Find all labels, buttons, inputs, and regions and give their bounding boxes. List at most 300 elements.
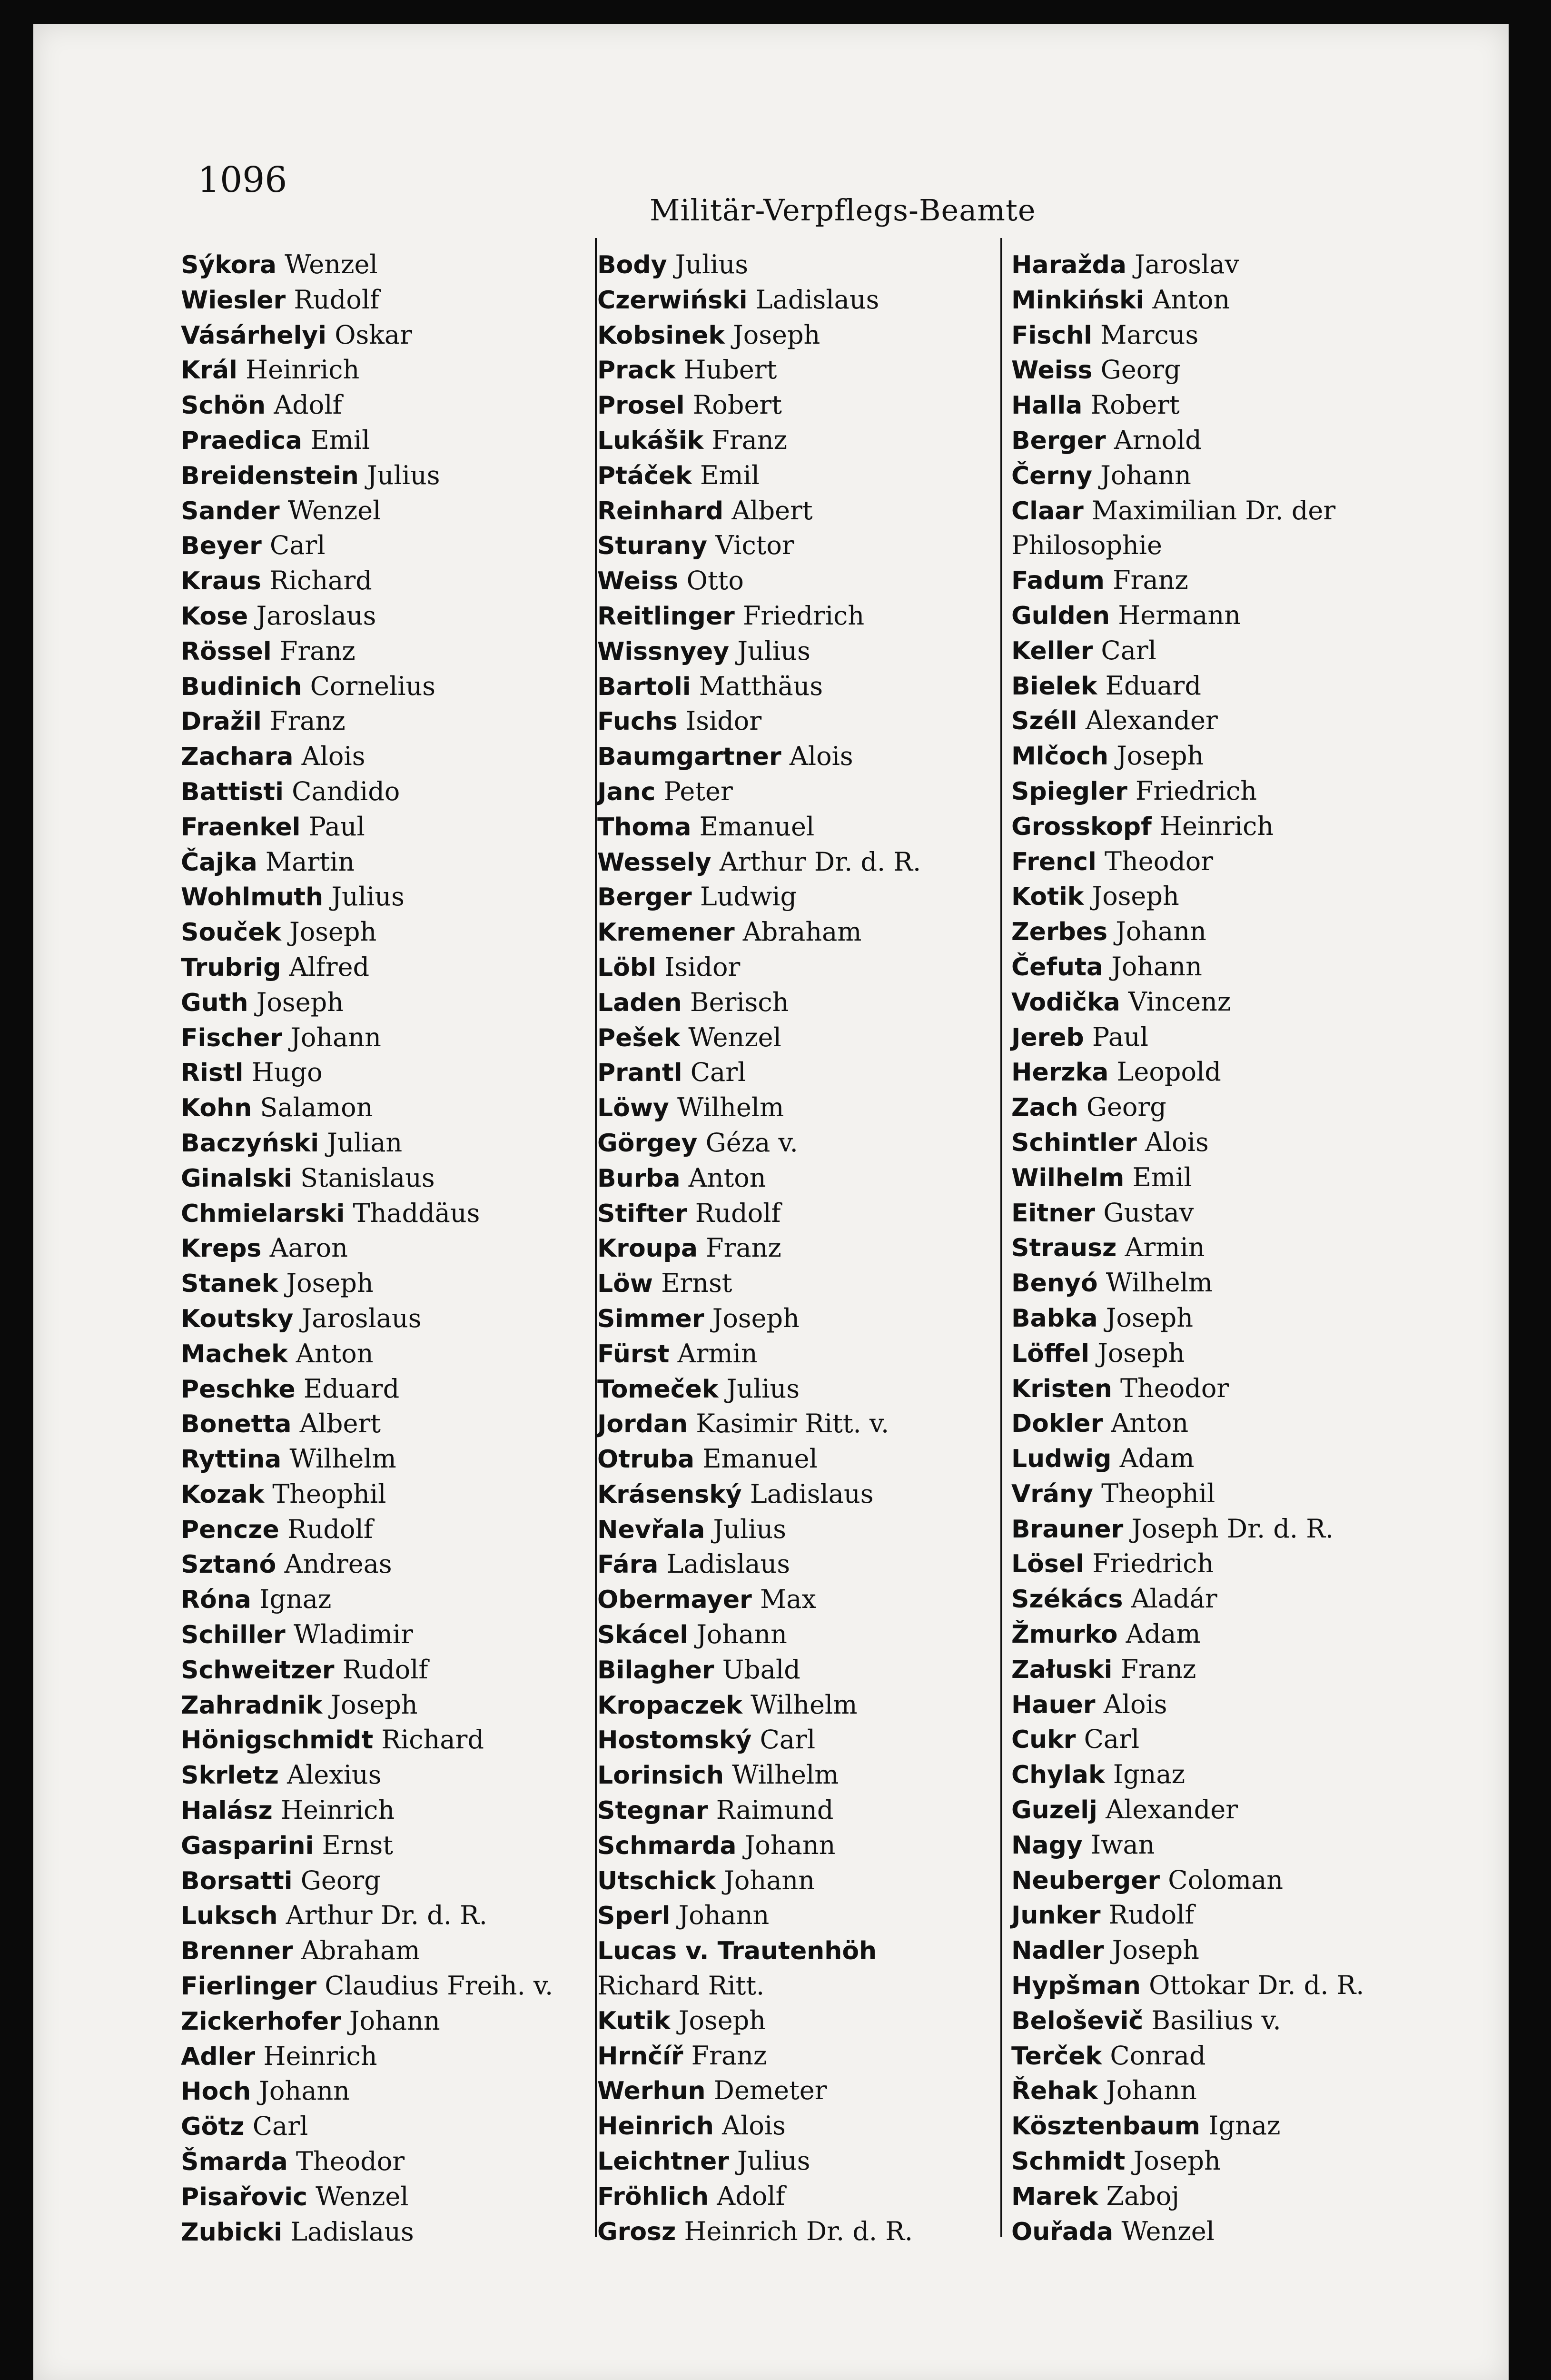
surname: Kropaczek (597, 1691, 742, 1720)
list-item (1011, 1196, 1392, 1231)
name-column-3 (1011, 248, 1392, 2249)
surname: Brenner (181, 1937, 293, 1966)
list-item (1011, 1828, 1392, 1863)
given-name: Martin (265, 846, 355, 877)
given-name: Joseph (286, 1268, 374, 1299)
given-name: Friedrich (1092, 1548, 1214, 1579)
given-name: Richard (269, 565, 372, 596)
given-name: Wenzel (688, 1022, 781, 1052)
surname: Kösztenbaum (1011, 2112, 1200, 2141)
given-name: Rudolf (1108, 1900, 1195, 1930)
surname: Sýkora (181, 251, 277, 279)
list-item (181, 1723, 562, 1758)
surname: Dokler (1011, 1409, 1103, 1438)
list-item (181, 2180, 562, 2215)
given-name: Robert (692, 390, 782, 420)
given-name: Ernst (322, 1830, 393, 1860)
given-name: Raimund (716, 1795, 834, 1825)
list-item (181, 2109, 562, 2144)
list-item (597, 1091, 978, 1126)
given-name: Stanislaus (300, 1162, 435, 1193)
name-column-1 (181, 248, 562, 2250)
list-item (181, 248, 562, 283)
given-name: Adolf (274, 390, 342, 420)
list-item (181, 388, 562, 423)
list-item (597, 1161, 978, 1196)
surname: Vrány (1011, 1479, 1093, 1508)
surname: Machek (181, 1339, 288, 1368)
given-name: Johann (1111, 951, 1202, 982)
given-name: Heinrich Dr. d. R. (684, 2216, 913, 2246)
list-item (181, 1126, 562, 1161)
list-item (181, 774, 562, 810)
given-name: Anton (688, 1162, 766, 1193)
list-item (181, 423, 562, 458)
given-name: Alexander (1085, 705, 1218, 736)
given-name: Ladislaus (750, 1478, 874, 1509)
surname: Beloševič (1011, 2006, 1144, 2035)
list-item (1011, 704, 1392, 739)
list-item (597, 1547, 978, 1582)
given-name: Wladimir (293, 1619, 413, 1650)
given-name: Ottokar Dr. d. R. (1149, 1970, 1364, 2001)
given-name: Adolf (717, 2181, 785, 2211)
given-name: Joseph (1092, 881, 1179, 912)
surname: Strausz (1011, 1234, 1117, 1263)
list-item (597, 1126, 978, 1161)
surname: Trubrig (181, 953, 281, 982)
list-item (181, 2144, 562, 2180)
surname: Ptáček (597, 461, 692, 490)
given-name: Candido (292, 776, 400, 806)
surname: Adler (181, 2042, 256, 2071)
list-item (181, 739, 562, 774)
given-name: Johann (290, 1022, 381, 1052)
surname: Luksch (181, 1902, 278, 1931)
surname: Thoma (597, 813, 692, 842)
given-name: Carl (760, 1725, 816, 1755)
surname: Kristen (1011, 1374, 1112, 1403)
list-item (1011, 1125, 1392, 1160)
surname: Götz (181, 2112, 245, 2142)
list-item (597, 2144, 978, 2179)
list-item (597, 2109, 978, 2144)
given-name: Oskar (335, 319, 412, 350)
given-name: Hermann (1118, 600, 1241, 630)
name-column-2 (597, 248, 978, 2249)
given-name: Theophil (1101, 1478, 1215, 1508)
given-name: Wenzel (287, 495, 381, 526)
given-name: Adam (1126, 1619, 1201, 1649)
given-name: Emil (1132, 1162, 1192, 1192)
surname: Załuski (1011, 1655, 1113, 1684)
surname: Brauner (1011, 1515, 1124, 1544)
given-name: Johann (259, 2076, 350, 2106)
given-name: Matthäus (699, 671, 823, 701)
surname: Vásárhelyi (181, 321, 327, 350)
surname: Frencl (1011, 847, 1097, 876)
list-item (597, 1934, 978, 2003)
list-item (597, 704, 978, 739)
surname: Simmer (597, 1304, 704, 1333)
given-name: Julius (737, 635, 810, 666)
surname: Kreps (181, 1234, 262, 1263)
list-item (597, 1793, 978, 1828)
given-name: Julius (713, 1514, 786, 1544)
list-item (1011, 1301, 1392, 1336)
given-name: Thaddäus (353, 1198, 480, 1228)
given-name: Leopold (1116, 1057, 1221, 1087)
given-name: Theophil (272, 1478, 386, 1509)
given-name: Julius (726, 1373, 800, 1404)
given-name: Johann (744, 1830, 836, 1860)
given-name: Anton (1152, 284, 1230, 315)
surname: Reinhard (597, 496, 724, 526)
given-name: Albert (731, 495, 813, 526)
given-name: Wilhelm (732, 1760, 839, 1790)
given-name: Carl (252, 2111, 308, 2142)
list-item (597, 353, 978, 388)
surname: Schiller (181, 1621, 286, 1650)
surname: Čajka (181, 848, 257, 877)
surname: Žmurko (1011, 1620, 1118, 1649)
given-name: Rudolf (695, 1198, 781, 1228)
given-name: Armin (1125, 1232, 1205, 1263)
surname: Nagy (1011, 1831, 1083, 1860)
surname: Leichtner (597, 2147, 729, 2176)
list-item (1011, 2073, 1392, 2109)
surname: Keller (1011, 636, 1093, 665)
list-item (1011, 248, 1392, 283)
given-name: Theodor (1104, 846, 1214, 876)
surname: Grosz (597, 2217, 676, 2246)
surname: Wissnyey (597, 637, 730, 666)
surname: Kozak (181, 1480, 265, 1509)
surname: Fröhlich (597, 2182, 709, 2211)
list-item (1011, 353, 1392, 388)
column-divider (595, 238, 597, 2237)
given-name: Johann (678, 1900, 770, 1931)
given-name: Isidor (664, 952, 741, 982)
list-item (597, 1688, 978, 1723)
list-item (1011, 563, 1392, 598)
surname: Weiss (597, 567, 679, 596)
surname: Peschke (181, 1375, 296, 1404)
surname: Souček (181, 918, 281, 947)
list-item (1011, 1793, 1392, 1828)
list-item (181, 950, 562, 985)
surname: Pencze (181, 1515, 279, 1544)
list-item (597, 915, 978, 950)
list-item (1011, 388, 1392, 423)
list-item (1011, 2039, 1392, 2074)
surname: Weiss (1011, 356, 1093, 385)
surname: Reitlinger (597, 602, 735, 631)
given-name: Joseph (1133, 2146, 1221, 2176)
surname: Junker (1011, 1901, 1101, 1930)
surname: Cukr (1011, 1726, 1076, 1755)
given-name: Wilhelm (751, 1689, 858, 1720)
surname: Otruba (597, 1445, 695, 1474)
list-item (1011, 318, 1392, 353)
list-item (1011, 1757, 1392, 1793)
given-name: Richard Ritt. (597, 1971, 765, 2001)
list-item (1011, 1160, 1392, 1196)
list-item (597, 248, 978, 283)
surname: Halász (181, 1796, 273, 1825)
given-name: Joseph Dr. d. R. (1131, 1513, 1334, 1544)
list-item (1011, 1687, 1392, 1723)
given-name: Heinrich (280, 1795, 395, 1825)
given-name: Franz (1120, 1654, 1196, 1684)
given-name: Isidor (685, 706, 762, 736)
surname: Lukášik (597, 426, 704, 455)
surname: Gulden (1011, 601, 1110, 630)
list-item (181, 564, 562, 599)
surname: Kohn (181, 1094, 252, 1123)
given-name: Otto (686, 565, 744, 596)
list-item (181, 1442, 562, 1477)
surname: Bilagher (597, 1656, 714, 1685)
list-item (1011, 1722, 1392, 1757)
surname: Fischl (1011, 321, 1092, 350)
surname: Lorinsich (597, 1761, 724, 1790)
given-name: Heinrich (263, 2041, 377, 2071)
surname: Burba (597, 1164, 681, 1193)
list-item (597, 283, 978, 318)
surname: Kraus (181, 567, 261, 596)
surname: Halla (1011, 391, 1083, 420)
surname: Prosel (597, 391, 685, 420)
list-item (597, 1477, 978, 1512)
surname: Ryttina (181, 1445, 282, 1474)
given-name: Claudius Freih. v. (325, 1971, 553, 2001)
list-item (597, 774, 978, 810)
surname: Berger (1011, 426, 1106, 455)
list-item (1011, 458, 1392, 494)
surname: Bonetta (181, 1410, 292, 1439)
list-item (597, 599, 978, 634)
surname: Battisti (181, 777, 284, 806)
given-name: Emil (310, 425, 370, 455)
list-item (1011, 1898, 1392, 1933)
surname: Löw (597, 1269, 653, 1299)
given-name: Johann (724, 1865, 815, 1895)
surname: Stegnar (597, 1796, 708, 1825)
given-name: Julius (331, 882, 405, 912)
list-item (597, 494, 978, 529)
given-name: Géza v. (705, 1127, 798, 1158)
surname: Bielek (1011, 672, 1097, 701)
given-name: Armin (677, 1338, 758, 1368)
surname: Stanek (181, 1269, 278, 1299)
given-name: Victor (715, 530, 794, 561)
surname: Fürst (597, 1339, 670, 1368)
surname: Ginalski (181, 1164, 292, 1193)
given-name: Alois (722, 2111, 786, 2141)
given-name: Wilhelm (677, 1092, 784, 1123)
list-item (181, 2074, 562, 2109)
surname: Wohlmuth (181, 883, 324, 912)
surname: Skácel (597, 1621, 689, 1650)
list-item (181, 669, 562, 704)
surname: Zubicki (181, 2218, 283, 2247)
list-item (1011, 1090, 1392, 1125)
list-item (597, 1372, 978, 1407)
given-name: Andreas (284, 1549, 392, 1579)
list-item (181, 1617, 562, 1653)
given-name: Aladár (1131, 1584, 1217, 1614)
list-item (181, 1547, 562, 1582)
list-item (597, 1337, 978, 1372)
list-item (597, 1617, 978, 1653)
list-item (181, 1266, 562, 1301)
given-name: Vincenz (1128, 986, 1231, 1017)
surname: Tomeček (597, 1375, 719, 1404)
list-item (181, 1793, 562, 1828)
list-item (1011, 494, 1392, 564)
list-item (181, 1934, 562, 1969)
given-name: Alois (301, 741, 366, 772)
given-name: Friedrich (1135, 775, 1257, 806)
given-name: Theodor (1120, 1373, 1229, 1403)
list-item (597, 985, 978, 1021)
given-name: Johann (1106, 2075, 1197, 2106)
given-name: Georg (1086, 1092, 1166, 1122)
given-name: Ernst (661, 1268, 732, 1299)
surname: Kremener (597, 918, 735, 947)
list-item (597, 388, 978, 423)
given-name: Ladislaus (290, 2216, 414, 2247)
surname: Schmarda (597, 1831, 737, 1860)
surname: Čefuta (1011, 952, 1104, 982)
given-name: Franz (1113, 565, 1188, 595)
given-name: Emanuel (702, 1444, 818, 1474)
given-name: Wilhelm (1106, 1268, 1213, 1298)
list-item (181, 528, 562, 564)
list-item (1011, 669, 1392, 704)
list-item (181, 1196, 562, 1231)
given-name: Marcus (1100, 319, 1199, 350)
given-name: Emanuel (699, 811, 815, 842)
surname: Hrnčíř (597, 2042, 683, 2071)
surname: Stifter (597, 1199, 687, 1228)
surname: Benyó (1011, 1269, 1098, 1298)
given-name: Franz (691, 2040, 767, 2071)
list-item (181, 318, 562, 353)
given-name: Ignaz (1208, 2111, 1281, 2141)
surname: Wessely (597, 848, 711, 877)
given-name: Hubert (683, 355, 777, 385)
surname: Marek (1011, 2182, 1098, 2211)
list-item (597, 2039, 978, 2074)
list-item (181, 2039, 562, 2074)
surname: Kutik (597, 2006, 671, 2035)
given-name: Joseph (1097, 1338, 1185, 1368)
given-name: Coloman (1168, 1864, 1284, 1895)
list-item (597, 810, 978, 845)
page-header (33, 24, 1509, 228)
list-item (1011, 2179, 1392, 2214)
given-name: Maximilian Dr. der Philosophie (1011, 495, 1336, 561)
given-name: Rudolf (287, 1514, 373, 1544)
surname: Széll (1011, 707, 1077, 736)
surname: Dražil (181, 707, 262, 736)
given-name: Joseph (1112, 1935, 1199, 1965)
given-name: Johann (1100, 460, 1191, 490)
list-item (181, 1337, 562, 1372)
surname: Šmarda (181, 2148, 288, 2177)
list-item (181, 1512, 562, 1547)
surname: Vodička (1011, 988, 1120, 1017)
given-name: Joseph (1116, 741, 1204, 771)
given-name: Julian (327, 1127, 403, 1158)
surname: Berger (597, 883, 692, 912)
surname: Czerwiński (597, 286, 748, 315)
given-name: Jaroslaus (256, 600, 376, 631)
surname: Hönigschmidt (181, 1726, 374, 1755)
surname: Schweitzer (181, 1656, 335, 1685)
surname: Guzelj (1011, 1796, 1097, 1825)
surname: Fuchs (597, 707, 678, 736)
given-name: Friedrich (742, 600, 865, 631)
given-name: Ubald (722, 1654, 800, 1685)
surname: Hoch (181, 2077, 251, 2106)
given-name: Alois (1145, 1127, 1209, 1157)
given-name: Adam (1119, 1443, 1195, 1474)
list-item (1011, 1055, 1392, 1090)
given-name: Emil (700, 460, 760, 490)
surname: Sander (181, 496, 280, 526)
surname: Skrletz (181, 1761, 279, 1790)
given-name: Carl (690, 1057, 746, 1088)
list-item (597, 1266, 978, 1301)
list-item (1011, 2109, 1392, 2144)
given-name: Johann (696, 1619, 787, 1650)
list-item (1011, 879, 1392, 914)
list-item (1011, 1582, 1392, 1617)
surname: Hauer (1011, 1690, 1096, 1719)
surname: Sturany (597, 532, 707, 561)
surname: Kotik (1011, 883, 1084, 912)
surname: Zahradnik (181, 1691, 323, 1720)
surname: Herzka (1011, 1058, 1109, 1087)
given-name: Eduard (303, 1373, 400, 1404)
surname: Pisařovic (181, 2182, 307, 2211)
list-item (597, 880, 978, 915)
given-name: Joseph (256, 987, 344, 1017)
surname: Janc (597, 777, 656, 806)
given-name: Richard (381, 1725, 484, 1755)
list-item (597, 1582, 978, 1617)
surname: Kroupa (597, 1234, 698, 1263)
list-item (597, 1653, 978, 1688)
given-name: Joseph (1106, 1302, 1193, 1333)
given-name: Carl (1084, 1724, 1140, 1755)
surname: Černy (1011, 461, 1092, 490)
list-item (1011, 1406, 1392, 1441)
list-item (1011, 634, 1392, 669)
list-item (181, 1055, 562, 1091)
given-name: Arthur Dr. d. R. (286, 1900, 487, 1931)
given-name: Johann (1116, 916, 1206, 947)
surname: Koutsky (181, 1304, 294, 1333)
list-item (1011, 598, 1392, 634)
list-item (181, 1828, 562, 1864)
list-item (1011, 2003, 1392, 2039)
list-item (181, 880, 562, 915)
given-name: Zaboj (1106, 2181, 1180, 2211)
